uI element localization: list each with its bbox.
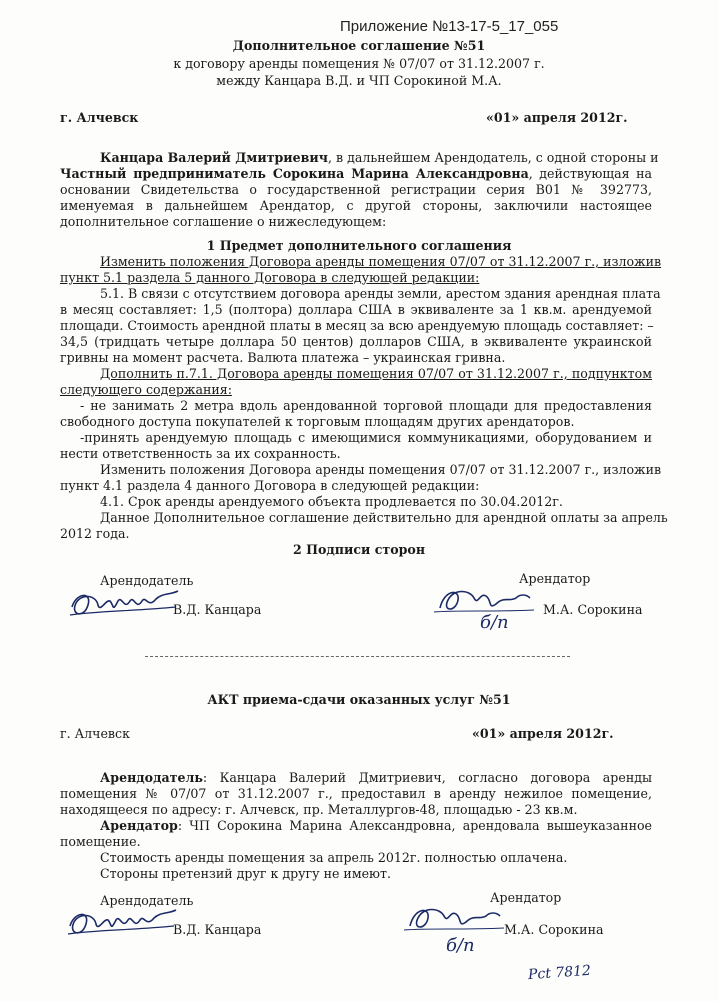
tenant-name: М.А. Сорокина [543, 602, 643, 617]
intro-line: именуемая в дальнейшем Арендатор, с другой стороны, заключили настоящее [60, 198, 652, 213]
body-line: 2012 года. [60, 526, 130, 541]
body-line: Дополнить п.7.1. Договора аренды помещения 07/07 от 31.12.2007 г., подпунктом [100, 366, 652, 381]
agreement-date: «01» апреля 2012г. [486, 110, 628, 125]
act-landlord-label: Арендодатель [100, 893, 194, 908]
intro-line: Частный предприниматель Сорокина Марина Александровна, действующая на [60, 166, 652, 181]
tenant-label: Арендатор [519, 571, 591, 586]
act-tenant-signature [400, 900, 510, 940]
act-line: Стоимость аренды помещения за апрель 2012г. полностью оплачена. [100, 850, 568, 865]
body-line: 5.1. В связи с отсутствием договора аренды земли, арестом здания арендная плата [100, 286, 661, 301]
body-line: -принять арендуемую площадь с имеющимися коммуникациями, оборудованием и [80, 430, 652, 445]
act-handwritten-bp: б/п [446, 935, 475, 956]
act-landlord-name: В.Д. Канцара [173, 922, 262, 937]
agreement-title: Дополнительное соглашение №51 [232, 38, 486, 53]
body-line: следующего содержания: [60, 382, 232, 397]
body-line: - не занимать 2 метра вдоль арендованной торговой площади для предоставления [80, 398, 652, 413]
act-line: помещение. [60, 834, 141, 849]
body-line: Изменить положения Договора аренды помещения 07/07 от 31.12.2007 г., изложив [100, 462, 662, 477]
body-line: пункт 5.1 раздела 5 данного Договора в следующей редакции: [60, 270, 480, 285]
body-line: Данное Дополнительное соглашение действительно для арендной оплаты за апрель [100, 510, 668, 525]
act-date: «01» апреля 2012г. [472, 726, 614, 741]
act-line: Арендатор: ЧП Сорокина Марина Александровна, арендовала вышеуказанное [100, 818, 652, 833]
act-line: помещения № 07/07 от 31.12.2007 г., предоставил в аренду нежилое помещение, [60, 786, 652, 801]
body-line: Изменить положения Договора аренды помещения 07/07 от 31.12.2007 г., изложив [100, 254, 662, 269]
landlord-name: В.Д. Канцара [173, 602, 262, 617]
agreement-subtitle-1: к договору аренды помещения № 07/07 от 31.12.2007 г. [173, 56, 545, 71]
act-title: АКТ приема-сдачи оказанных услуг №51 [207, 692, 511, 707]
section-1-heading: 1 Предмет дополнительного соглашения [206, 238, 512, 253]
section-2-heading: 2 Подписи сторон [292, 542, 426, 557]
act-line: находящееся по адресу: г. Алчевск, пр. Металлургов-48, площадью - 23 кв.м. [60, 802, 578, 817]
body-line: 4.1. Срок аренды арендуемого объекта продлевается по 30.04.2012г. [100, 494, 563, 509]
body-line: свободного доступа покупателей к торговым площадям других арендаторов. [60, 414, 575, 429]
separator-line [145, 656, 570, 657]
act-landlord-signature [64, 904, 182, 944]
intro-line: основании Свидетельства о государственной регистрации серия В01 № 392773, [60, 182, 652, 197]
act-tenant-name: М.А. Сорокина [504, 922, 604, 937]
body-line: пункт 4.1 раздела 4 данного Договора в следующей редакции: [60, 478, 480, 493]
landlord-label: Арендодатель [100, 573, 194, 588]
act-tenant-label: Арендатор [490, 890, 562, 905]
agreement-city: г. Алчевск [60, 110, 139, 125]
act-city: г. Алчевск [60, 726, 130, 741]
handwritten-bp: б/п [480, 612, 509, 633]
handwritten-note: Рсt 7812 [527, 962, 592, 984]
annex-label: Приложение №13-17-5_17_055 [340, 18, 559, 35]
body-line: гривны на момент расчета. Валюта платежа – украинская гривна. [60, 350, 506, 365]
act-line: Стороны претензий друг к другу не имеют. [100, 866, 391, 881]
intro-line: дополнительное соглашение о нижеследующем: [60, 214, 387, 229]
body-line: 34,5 (тридцать четыре доллара 50 центов) долларов США, в эквиваленте украинской [60, 334, 652, 349]
landlord-signature [66, 585, 184, 625]
body-line: в месяц составляет: 1,5 (полтора) доллара США в эквиваленте за 1 кв.м. арендуемой [60, 302, 652, 317]
act-line: Арендодатель: Канцара Валерий Дмитриевич, согласно договора аренды [100, 770, 652, 785]
intro-line: Канцара Валерий Дмитриевич, в дальнейшем Арендодатель, с одной стороны и [100, 150, 659, 165]
body-line: площади. Стоимость арендной платы в месяц за всю арендуемую площадь составляет: – [60, 318, 654, 333]
agreement-subtitle-2: между Канцара В.Д. и ЧП Сорокиной М.А. [216, 73, 502, 88]
body-line: нести ответственность за их сохранность. [60, 446, 341, 461]
